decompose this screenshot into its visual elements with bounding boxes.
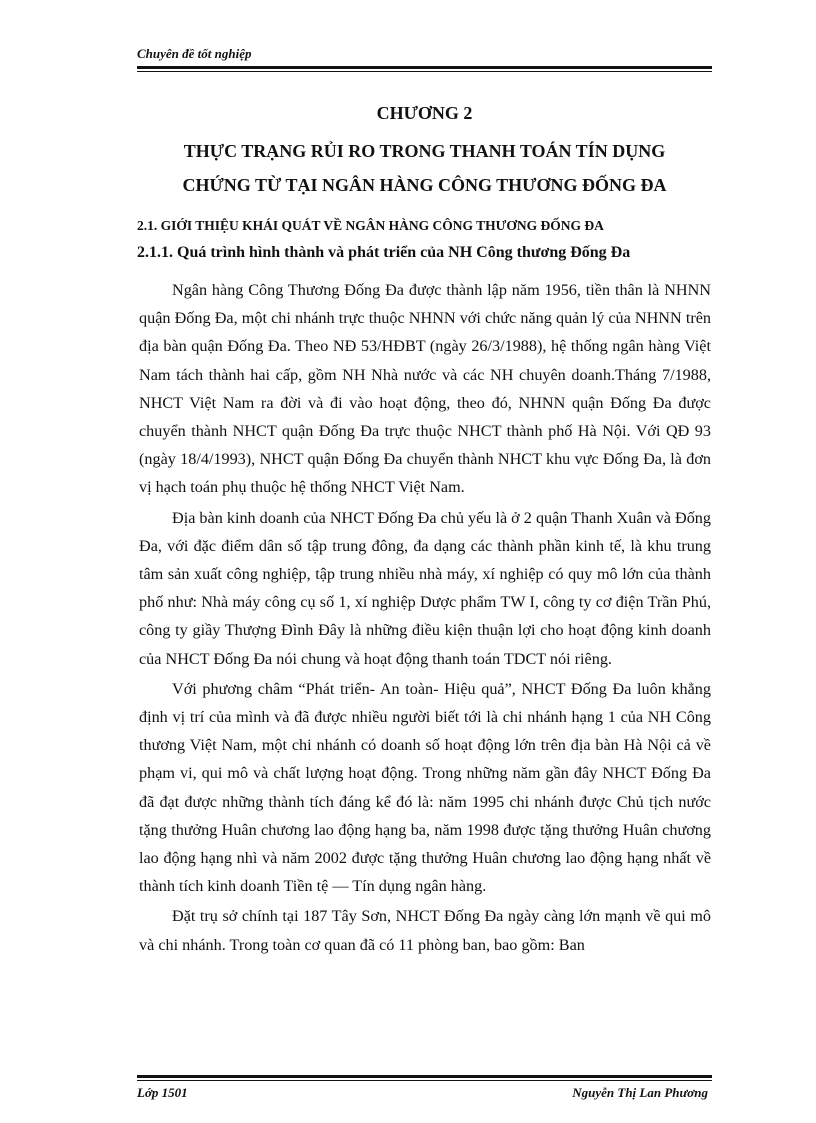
footer-divider-thin <box>137 1080 712 1081</box>
section-heading: 2.1. GIỚI THIỆU KHÁI QUÁT VỀ NGÂN HÀNG CÔNG THƯƠNG ĐỐNG ĐA <box>137 218 604 233</box>
chapter-title-line1: THỰC TRẠNG RỦI RO TRONG THANH TOÁN TÍN DỤNG <box>183 141 666 161</box>
paragraph: Đặt trụ sở chính tại 187 Tây Sơn, NHCT Đống Đa ngày càng lớn mạnh về qui mô và chi nhánh. Trong toàn cơ quan đã có 11 phòng ban, bao gồm: Ban <box>139 907 711 954</box>
paragraph: Ngân hàng Công Thương Đống Đa được thành lập năm 1956, tiền thân là NHNN quận Đống Đa, một chi nhánh trực thuộc NHNN với chức năng quản lý của NHNN trên địa bàn quận Đống Đa. Theo NĐ 53/HĐBT (ngày 26/3/1988), hệ thống ngân hàng Việt Nam tách thành hai cấp, gồm NH Nhà nước và các NH chuyên doanh.Tháng 7/1988, NHCT Việt Nam ra đời và đi vào hoạt động, theo đó, NHNN quận Đống Đa được chuyển thành NHCT quận Đống Đa trực thuộc NHCT thành phố Hà Nội. Với QĐ 93 (ngày 18/4/1993), NHCT quận Đống Đa chuyển thành NHCT khu vực Đống Đa, là đơn vị hạch toán phụ thuộc hệ thống NHCT Việt Nam. <box>139 281 711 497</box>
header-title: Chuyên đề tốt nghiệp <box>137 46 252 61</box>
subsection-heading: 2.1.1. Quá trình hình thành và phát triển của NH Công thương Đống Đa <box>137 244 631 261</box>
footer-class: Lớp 1501 <box>137 1085 188 1100</box>
footer-divider <box>137 1075 712 1078</box>
body-text <box>139 276 711 959</box>
header-divider <box>137 66 712 69</box>
chapter-title-line2: CHỨNG TỪ TẠI NGÂN HÀNG CÔNG THƯƠNG ĐỐNG ĐA <box>182 175 667 195</box>
page-footer <box>137 1075 712 1099</box>
footer-author: Nguyễn Thị Lan Phương <box>572 1085 708 1100</box>
page-header <box>137 46 712 68</box>
chapter-number: CHƯƠNG 2 <box>376 103 473 123</box>
paragraph: Địa bàn kinh doanh của NHCT Đống Đa chủ yếu là ở 2 quận Thanh Xuân và Đống Đa, với đặc điểm dân số tập trung đông, đa dạng các thành phần kinh tế, là khu trung tâm sản xuất công nghiệp, tập trung nhiều nhà máy, xí nghiệp có quy mô lớn của thành phố như: Nhà máy công cụ số 1, xí nghiệp Dược phẩm TW I, công ty cơ điện Trần Phú, công ty giầy Thượng Đình Đây là những điều kiện thuận lợi cho hoạt động kinh doanh của NHCT Đống Đa nói chung và hoạt động thanh toán TDCT nói riêng. <box>139 508 711 668</box>
header-divider-thin <box>137 71 712 72</box>
paragraph: Với phương châm “Phát triển- An toàn- Hiệu quả”, NHCT Đống Đa luôn khẳng định vị trí của mình và đã được nhiều người biết tới là chi nhánh hạng 1 của NH Công thương Việt Nam, một chi nhánh có doanh số hoạt động lớn trên địa bàn Hà Nội cả về phạm vi, qui mô và chất lượng hoạt động. Trong những năm gần đây NHCT Đống Đa đã đạt được những thành tích đáng kể đó là: năm 1995 chi nhánh được Chủ tịch nước tặng thưởng Huân chương lao động hạng ba, năm 1998 được tặng thưởng Huân chương lao động hạng nhì và năm 2002 được tặng thưởng Huân chương lao động hạng nhất về thành tích kinh doanh Tiền tệ — Tín dụng ngân hàng. <box>139 679 711 896</box>
